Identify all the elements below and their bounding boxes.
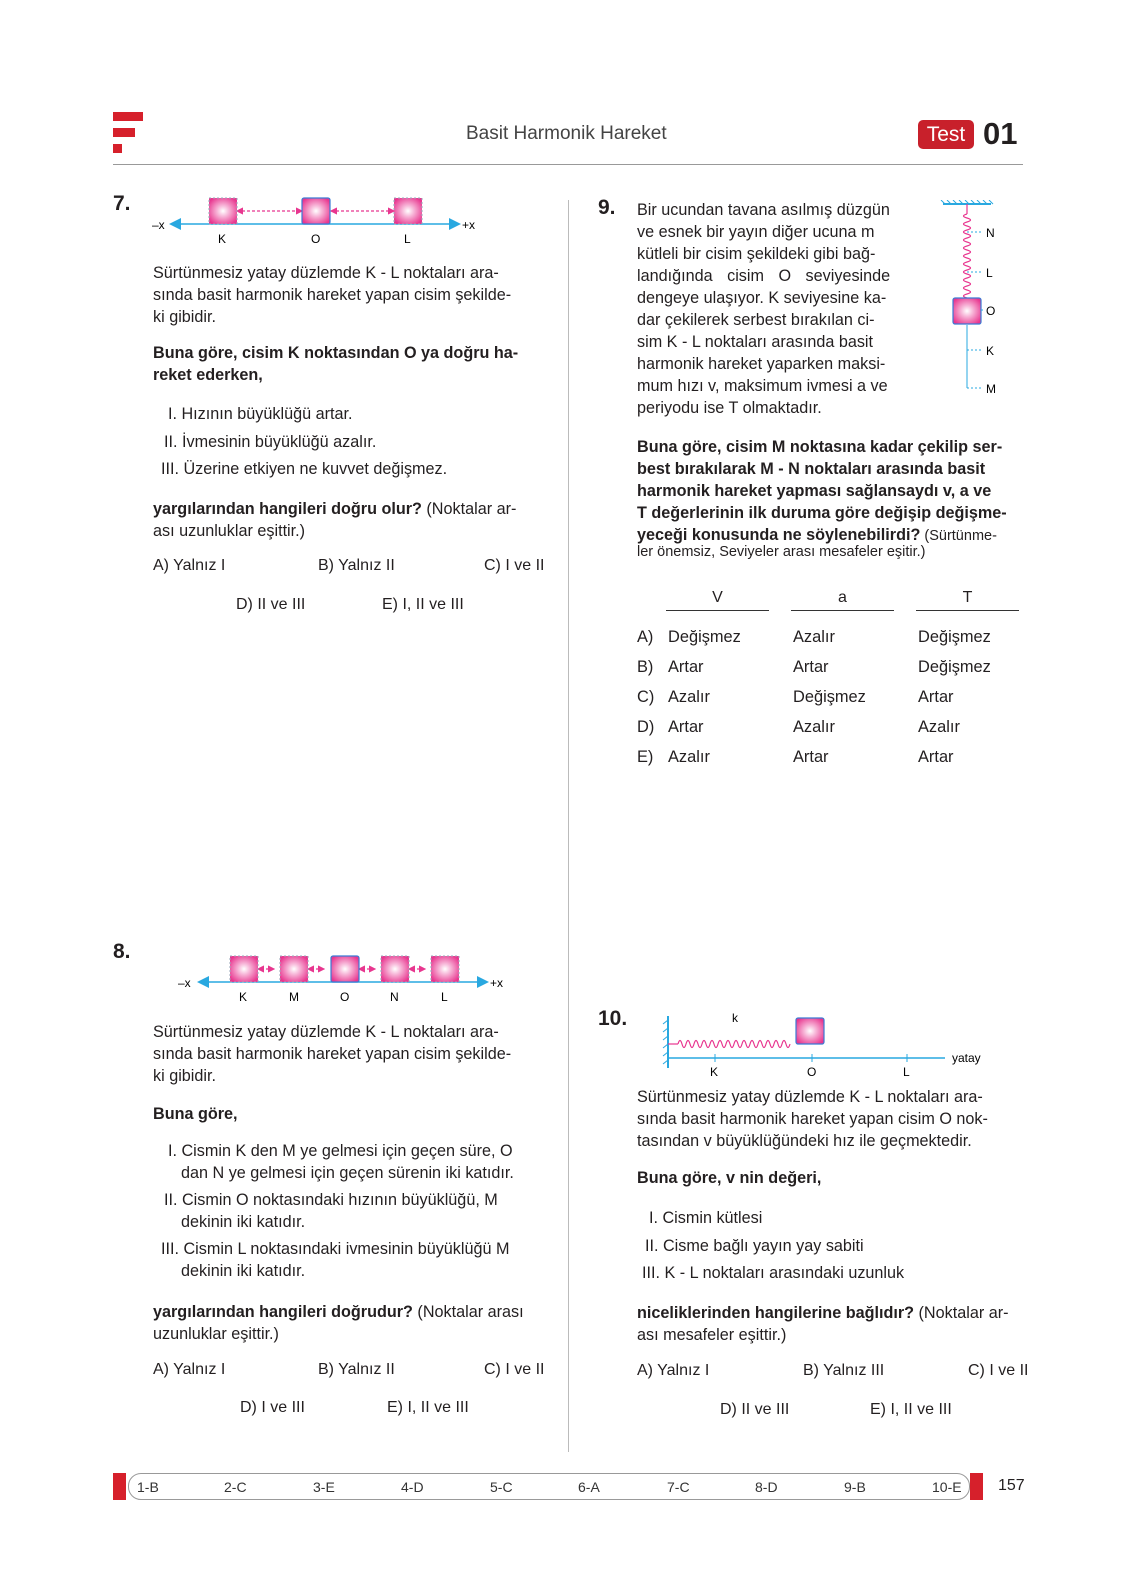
test-number: 01 xyxy=(983,116,1018,151)
choice-c[interactable]: C) xyxy=(637,688,655,706)
plus-x-label: +x xyxy=(462,218,476,232)
table-header-v: V xyxy=(712,589,723,606)
answer-key-item: 9-B xyxy=(844,1479,866,1495)
choice-a[interactable]: A) Yalnız I xyxy=(153,557,226,574)
block-ghost-k xyxy=(209,198,237,224)
list-item: III. K - L noktaları arasındaki uzunluk xyxy=(642,1264,905,1282)
choice-d[interactable]: D) I ve III xyxy=(240,1399,305,1416)
spring-coil xyxy=(964,214,971,302)
block-ghost-n xyxy=(381,956,409,982)
minus-x-label: –x xyxy=(152,218,165,232)
point-label-n: N xyxy=(390,990,399,1004)
choice-d[interactable]: D) xyxy=(637,718,655,736)
answer-key-item: 8-D xyxy=(755,1479,778,1495)
point-label-l: L xyxy=(903,1065,910,1079)
table-header-rule xyxy=(916,610,1019,611)
answer-key-item: 3-E xyxy=(313,1479,335,1495)
point-label-k: K xyxy=(218,232,227,246)
level-label-n: N xyxy=(986,226,995,240)
block-ghost-m xyxy=(280,956,308,982)
spring-constant-label: k xyxy=(732,1011,738,1025)
choice-a[interactable]: A) Yalnız I xyxy=(153,1361,226,1378)
point-label-o: O xyxy=(340,990,350,1004)
test-badge: Test xyxy=(918,120,974,149)
table-header-rule xyxy=(666,610,769,611)
list-item: II. İvmesinin büyüklüğü azalır. xyxy=(164,432,377,451)
question-10-figure xyxy=(660,1010,1005,1080)
table-header-t: T xyxy=(962,589,973,606)
answer-key-item: 5-C xyxy=(490,1479,513,1495)
question-8-figure xyxy=(178,954,518,1006)
question-9-stem: Bir ucundan tavana asılmış düzgün ve esnek bir yayın diğer ucuna m kütleli bir cisim şekildeki gibi bağ- landığında cisim O seviyesinde dengeye ulaşıyor. K seviyesine ka- dar çekilerek serbest bırakılan ci- sim K - L noktaları arasında basit harmonik hareket yaparken maksi- mum hızı v, maksimum ivmesi a ve periyodu ise T olmaktadır. xyxy=(637,201,891,417)
block-o xyxy=(331,956,359,982)
block-ghost-l xyxy=(431,956,459,982)
choice-c[interactable]: C) I ve II xyxy=(484,557,545,574)
answer-key-item: 2-C xyxy=(224,1479,247,1495)
choice-c[interactable]: C) I ve II xyxy=(968,1362,1029,1379)
question-9-note: ler önemsiz, Seviyeler arası mesafeler eşitir.) xyxy=(637,544,926,560)
column-divider xyxy=(568,200,569,1452)
question-7-tail: yargılarından hangileri doğru olur? (Noktalar ar- ası uzunluklar eşittir.) xyxy=(153,500,517,540)
question-8-number: 8. xyxy=(113,940,131,963)
table-column-a: Azalır Artar Değişmez Azalır Artar xyxy=(793,628,866,766)
answer-key-item: 10-E xyxy=(932,1479,962,1495)
point-label-l: L xyxy=(404,232,411,246)
spring-coil xyxy=(678,1041,790,1048)
page-number: 157 xyxy=(998,1477,1025,1494)
block-ghost-l xyxy=(394,198,422,224)
list-item: I. Cismin kütlesi xyxy=(649,1209,763,1227)
block xyxy=(796,1018,824,1044)
header-divider xyxy=(113,164,1023,165)
list-item: III. Üzerine etkiyen ne kuvvet değişmez. xyxy=(161,460,448,478)
answer-key-item: 6-A xyxy=(578,1479,600,1495)
page-title: Basit Harmonik Hareket xyxy=(466,123,667,144)
question-10-stem: Sürtünmesiz yatay düzlemde K - L noktaları ara- sında basit harmonik hareket yapan cisim O nok- tasından v büyüklüğündeki hız ile geçmektedir. xyxy=(637,1088,988,1150)
list-item: II. Cisme bağlı yayın yay sabiti xyxy=(645,1236,864,1255)
table-header-a: a xyxy=(838,589,847,606)
list-item: I. Hızının büyüklüğü artar. xyxy=(168,405,353,423)
question-8-items xyxy=(161,1140,514,1282)
choice-c[interactable]: C) I ve II xyxy=(484,1361,545,1378)
point-label-k: K xyxy=(710,1065,719,1079)
block-ghost-k xyxy=(230,956,258,982)
choice-e[interactable]: E) xyxy=(637,748,654,766)
block xyxy=(953,298,981,324)
table-header-rule xyxy=(791,610,894,611)
question-9-number: 9. xyxy=(598,196,616,219)
table-column-v: Değişmez Artar Azalır Artar Azalır xyxy=(668,628,741,766)
choice-a[interactable]: A) Yalnız I xyxy=(637,1362,710,1379)
question-10-prompt: Buna göre, v nin değeri, xyxy=(637,1169,822,1187)
level-label-l: L xyxy=(986,266,993,280)
choice-e[interactable]: E) I, II ve III xyxy=(382,596,464,613)
choice-letters xyxy=(637,622,654,772)
block-o xyxy=(302,198,330,224)
list-item: III. Cismin L noktasındaki ivmesinin büyüklüğü M dekinin iki katıdır. xyxy=(161,1240,510,1280)
choice-d[interactable]: D) II ve III xyxy=(720,1401,790,1418)
question-7-items xyxy=(161,401,447,484)
choice-e[interactable]: E) I, II ve III xyxy=(387,1399,469,1416)
question-9-prompt: Buna göre, cisim M noktasına kadar çekilip ser- best bırakılarak M - N noktaları arasında basit harmonik hareket yapması sağlansaydı v, a ve T değerlerinin ilk duruma göre değişip değişme- yeceği konusunda ne söylenebilirdi? (Sürtünme- xyxy=(637,438,1007,544)
question-8-prompt: Buna göre, xyxy=(153,1105,238,1123)
point-label-o: O xyxy=(807,1065,817,1079)
minus-x-label: –x xyxy=(178,976,191,990)
question-10-items xyxy=(642,1205,904,1288)
choice-b[interactable]: B) Yalnız III xyxy=(803,1362,885,1379)
list-item: I. Cismin K den M ye gelmesi için geçen süre, O dan N ye gelmesi için geçen sürenin iki katıdır. xyxy=(168,1142,514,1182)
level-label-o: O xyxy=(986,304,996,318)
point-label-o: O xyxy=(311,232,321,246)
question-7-figure xyxy=(150,196,490,248)
question-7-stem: Sürtünmesiz yatay düzlemde K - L noktaları ara- sında basit harmonik hareket yapan cisim şekilde- ki gibidir. xyxy=(153,264,512,326)
choice-b[interactable]: B) xyxy=(637,658,654,676)
question-8-tail: yargılarından hangileri doğrudur? (Noktalar arası uzunluklar eşittir.) xyxy=(153,1303,524,1343)
point-label-l: L xyxy=(441,990,448,1004)
point-label-k: K xyxy=(239,990,248,1004)
answer-key-left-marker xyxy=(113,1473,126,1500)
list-item: II. Cismin O noktasındaki hızının büyüklüğü, M dekinin iki katıdır. xyxy=(164,1191,498,1231)
level-label-m: M xyxy=(986,382,996,396)
answer-key-item: 7-C xyxy=(667,1479,690,1495)
question-8-stem: Sürtünmesiz yatay düzlemde K - L noktaları ara- sında basit harmonik hareket yapan cisim şekilde- ki gibidir. xyxy=(153,1023,512,1085)
question-10-number: 10. xyxy=(598,1007,628,1030)
table-column-t: Değişmez Değişmez Artar Azalır Artar xyxy=(918,628,991,766)
answer-key-item: 4-D xyxy=(401,1479,424,1495)
point-label-m: M xyxy=(289,990,299,1004)
choice-d[interactable]: D) II ve III xyxy=(236,596,306,613)
answer-key-right-marker xyxy=(970,1473,983,1500)
question-7-prompt: Buna göre, cisim K noktasından O ya doğru ha- reket ederken, xyxy=(153,344,519,384)
choice-b[interactable]: B) Yalnız II xyxy=(318,557,395,574)
horizontal-axis-label: yatay xyxy=(952,1051,981,1065)
choice-a[interactable]: A) xyxy=(637,628,654,646)
choice-e[interactable]: E) I, II ve III xyxy=(870,1401,952,1418)
level-label-k: K xyxy=(986,344,995,358)
answer-key-item: 1-B xyxy=(137,1479,159,1495)
publisher-logo xyxy=(113,112,143,154)
question-7-number: 7. xyxy=(113,192,131,215)
question-9-figure xyxy=(935,200,1015,405)
question-10-tail: niceliklerinden hangilerine bağlıdır? (Noktalar ar- ası mesafeler eşittir.) xyxy=(637,1304,1009,1344)
choice-b[interactable]: B) Yalnız II xyxy=(318,1361,395,1378)
plus-x-label: +x xyxy=(490,976,504,990)
